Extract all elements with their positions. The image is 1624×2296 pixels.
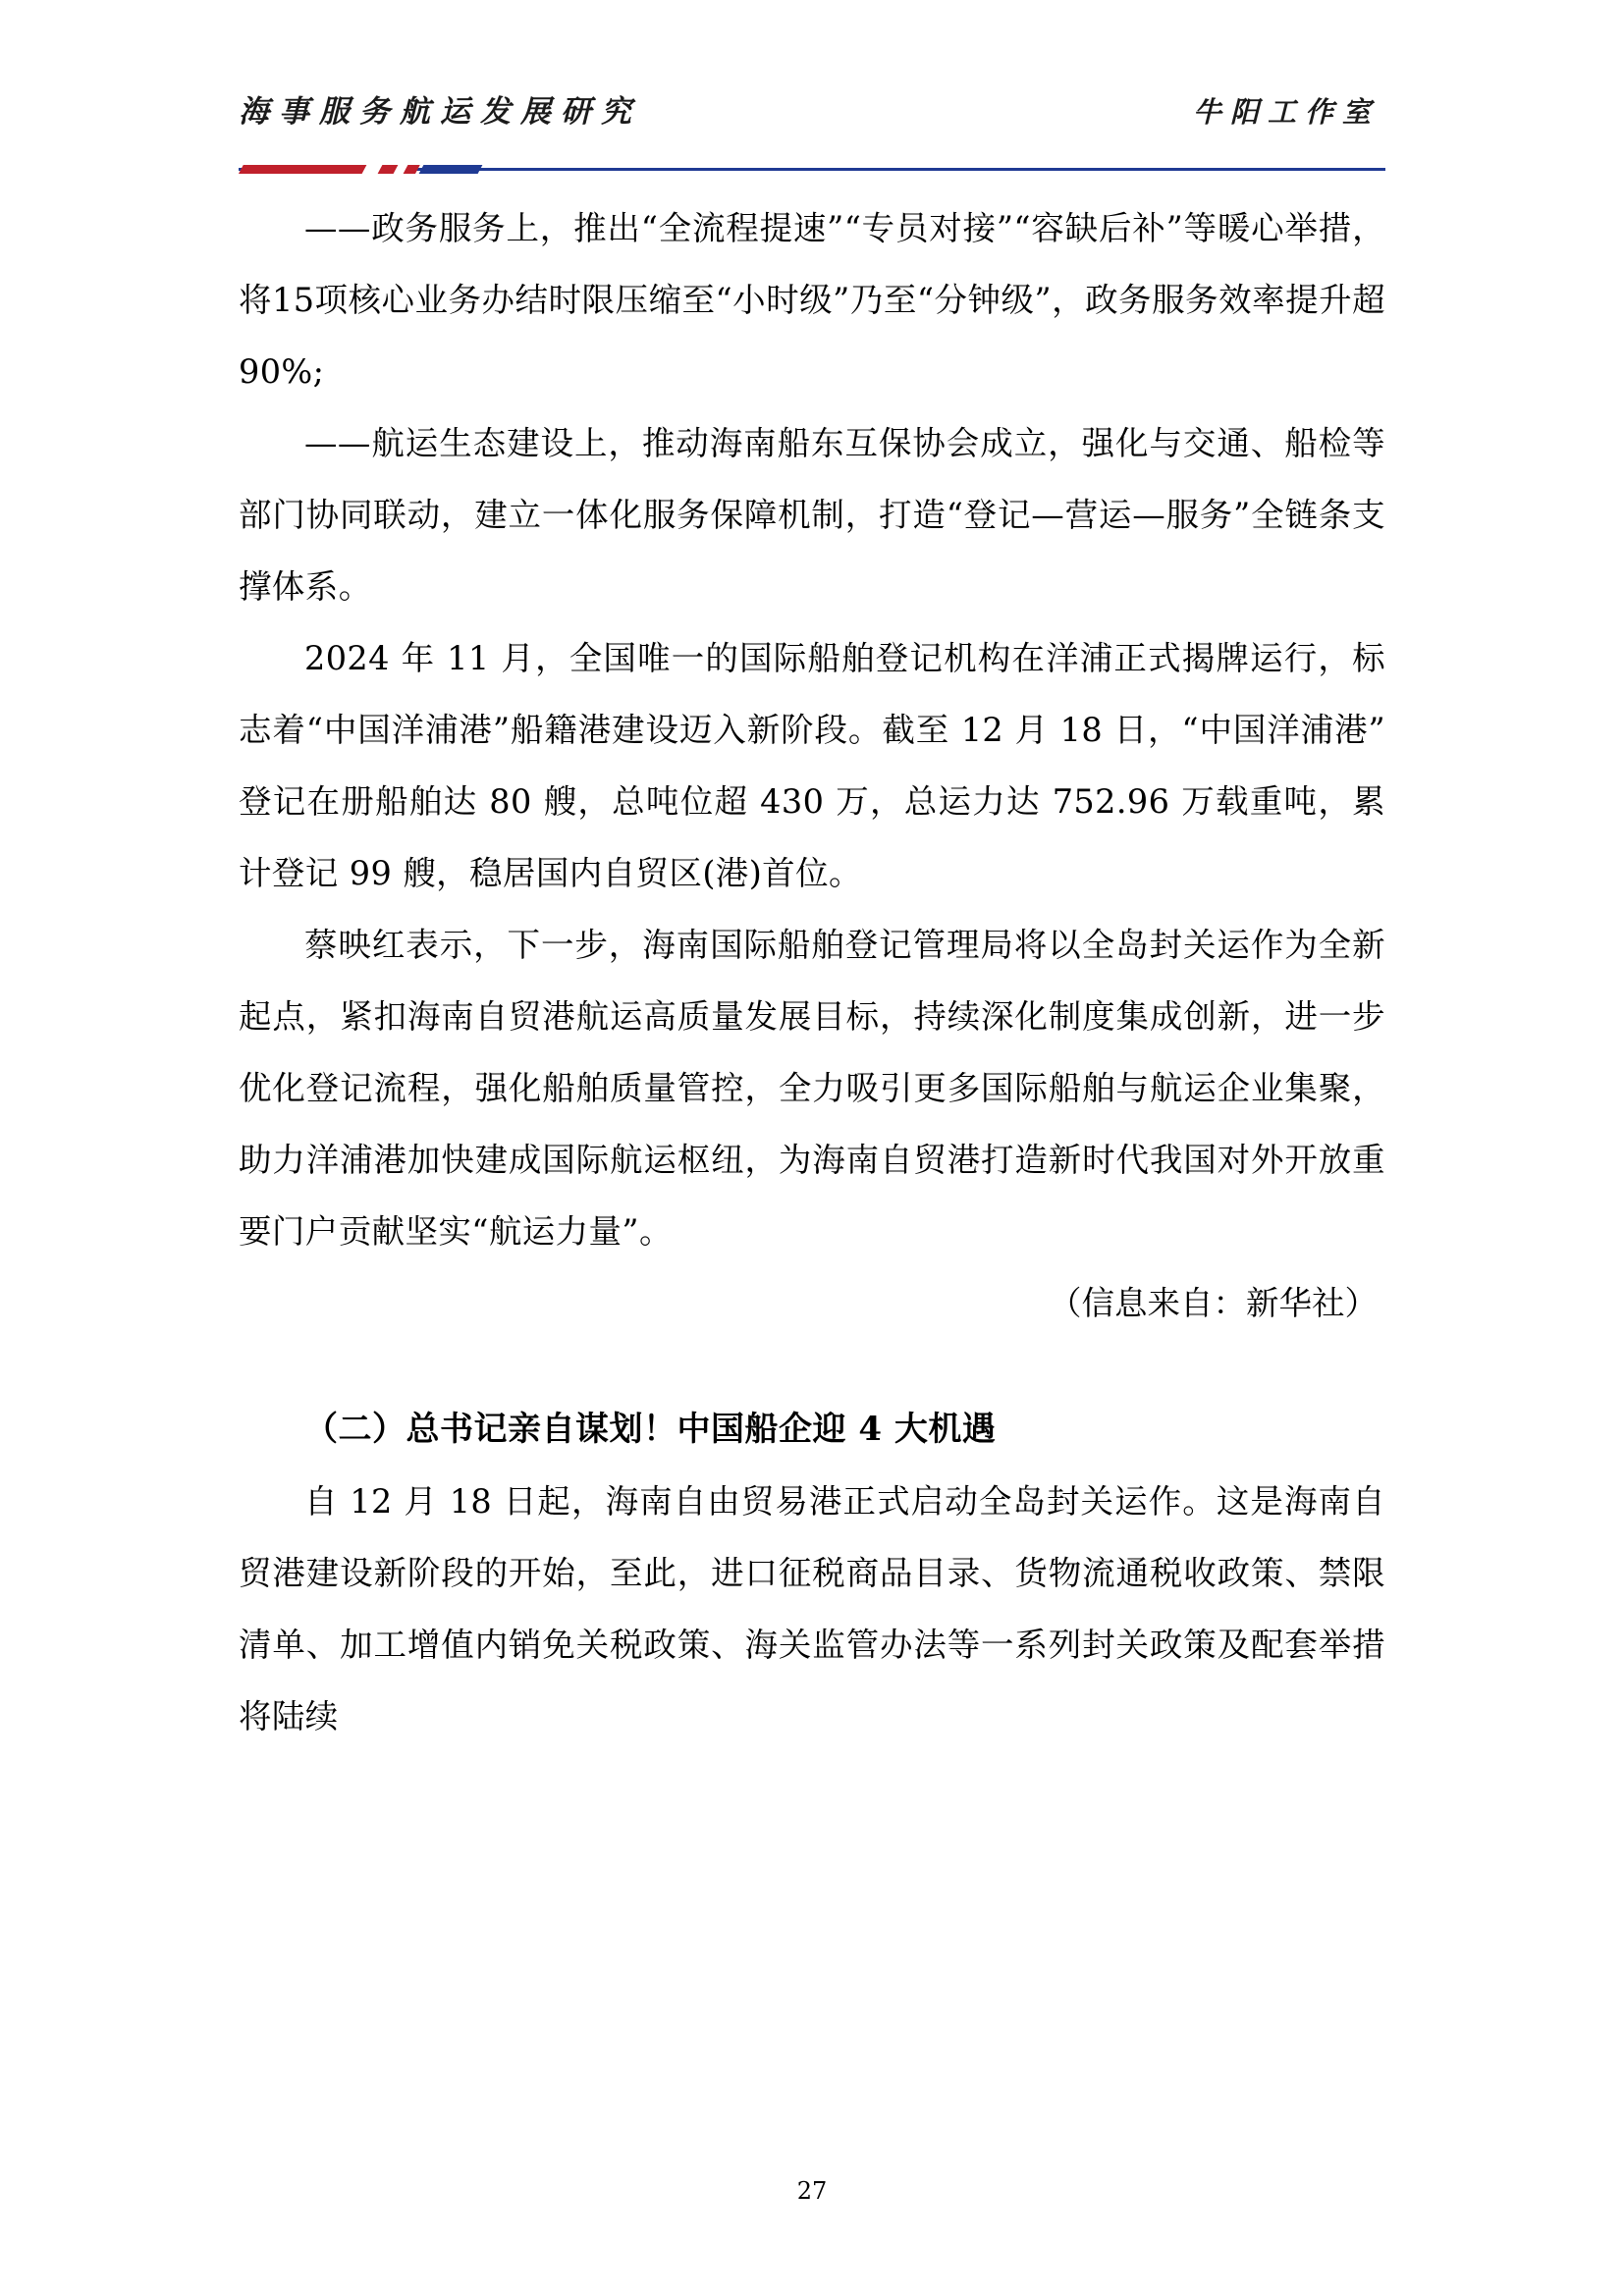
paragraph-customs-closure: 自 12 月 18 日起，海南自由贸易港正式启动全岛封关运作。这是海南自贸港建设新阶段的开始，至此，进口征税商品目录、货物流通税收政策、禁限清单、加工增值内销免关税政策、海关监管办法等一系列封关政策及配套举措将陆续 (239, 1482, 1385, 1735)
section-heading: （二）总书记亲自谋划！中国船企迎 4 大机遇 (304, 1410, 997, 1449)
header-left-title: 海事服务航运发展研究 (239, 94, 641, 130)
rule-blue-block (419, 165, 483, 174)
document-body (239, 192, 1385, 1752)
paragraph-government-service: ——政务服务上，推出“全流程提速”“专员对接”“容缺后补”等暖心举措，将15项核心业务办结时限压缩至“小时级”乃至“分钟级”，政务服务效率提升超90%; (239, 209, 1385, 391)
header-decorative-rule (239, 165, 1385, 174)
page-header (239, 86, 1385, 155)
section-spacer (239, 1339, 1385, 1394)
page-footer (0, 2177, 1624, 2205)
paragraph-registration-stats: 2024 年 11 月，全国唯一的国际船舶登记机构在洋浦正式揭牌运行，标志着“中国洋浦港”船籍港建设迈入新阶段。截至 12 月 18 日，“中国洋浦港”登记在册船舶达 80 艘，总吨位超 430 万，总运力达 752.96 万载重吨，累计登记 99 艘，稳居国内自贸区(港)首位。 (239, 639, 1385, 892)
header-row (239, 86, 1385, 131)
header-right-title: 牛阳工作室 (1192, 95, 1380, 129)
paragraph-caiyinghong-statement: 蔡映红表示，下一步，海南国际船舶登记管理局将以全岛封关运作为全新起点，紧扣海南自贸港航运高质量发展目标，持续深化制度集成创新，进一步优化登记流程，强化船舶质量管控，全力吸引更多国际船舶与航运企业集聚，助力洋浦港加快建成国际航运枢纽，为海南自贸港打造新时代我国对外开放重要门户贡献坚实“航运力量”。 (239, 926, 1385, 1251)
source-line: （信息来自：新华社） (1049, 1284, 1378, 1322)
page-number: 27 (796, 2177, 828, 2205)
paragraph-shipping-ecology: ——航运生态建设上，推动海南船东互保协会成立，强化与交通、船检等部门协同联动，建立一体化服务保障机制，打造“登记—营运—服务”全链条支撑体系。 (239, 424, 1385, 606)
